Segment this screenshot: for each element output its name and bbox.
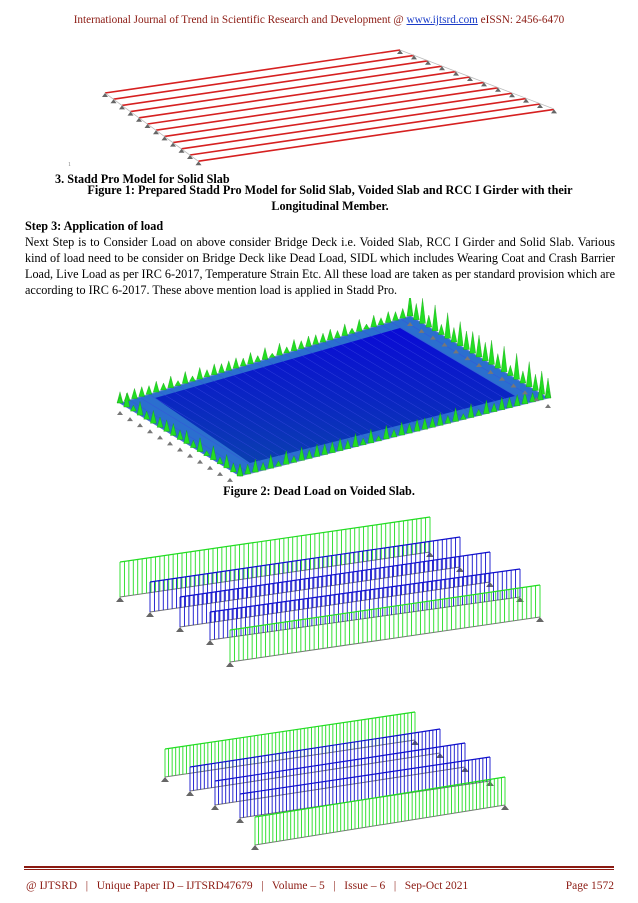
header-text: International Journal of Trend in Scientific Research and Development @ <box>73 14 407 26</box>
svg-text:1: 1 <box>68 162 71 168</box>
girder-load-figure-bottom <box>155 705 515 855</box>
journal-website-link[interactable]: www.ijtsrd.com <box>406 14 478 26</box>
figure-1-caption: Figure 1: Prepared Stadd Pro Model for Solid Slab, Voided Slab and RCC I Girder with their Longitudinal Member. <box>87 183 573 213</box>
step-3-heading: Step 3: Application of load <box>25 219 164 233</box>
figure-2-caption: Figure 2: Dead Load on Voided Slab. <box>223 484 415 498</box>
header-issn: eISSN: 2456-6470 <box>477 14 565 26</box>
stadd-pro-model-figure <box>60 48 580 168</box>
step-3-paragraph: Next Step is to Consider Load on above consider Bridge Deck i.e. Voided Slab, RCC I Girder and Solid Slab. Various kind of load need to be consider on Bridge Deck like Dead Load, SIDL which includes Wearing Coat and Crash Barrier Load, Live Load as per IRC 6-2017, Temperature Strain Etc. All these load are taken as per standard provision which are according to IRC 6-2017. These above mention load is applied in Stadd Pro. <box>25 235 615 297</box>
footer-paper-info: @ IJTSRD | Unique Paper ID – IJTSRD47679 | Volume – 5 | Issue – 6 | Sep-Oct 2021 <box>26 880 469 892</box>
section-title: 3. Stadd Pro Model for Solid Slab <box>55 172 230 186</box>
page-number: Page 1572 <box>565 880 614 892</box>
footer-rule-thin <box>24 869 614 870</box>
dead-load-voided-slab-figure <box>110 298 560 483</box>
footer-rule <box>24 866 614 868</box>
journal-header <box>0 14 638 26</box>
girder-load-figure-top <box>110 512 550 667</box>
